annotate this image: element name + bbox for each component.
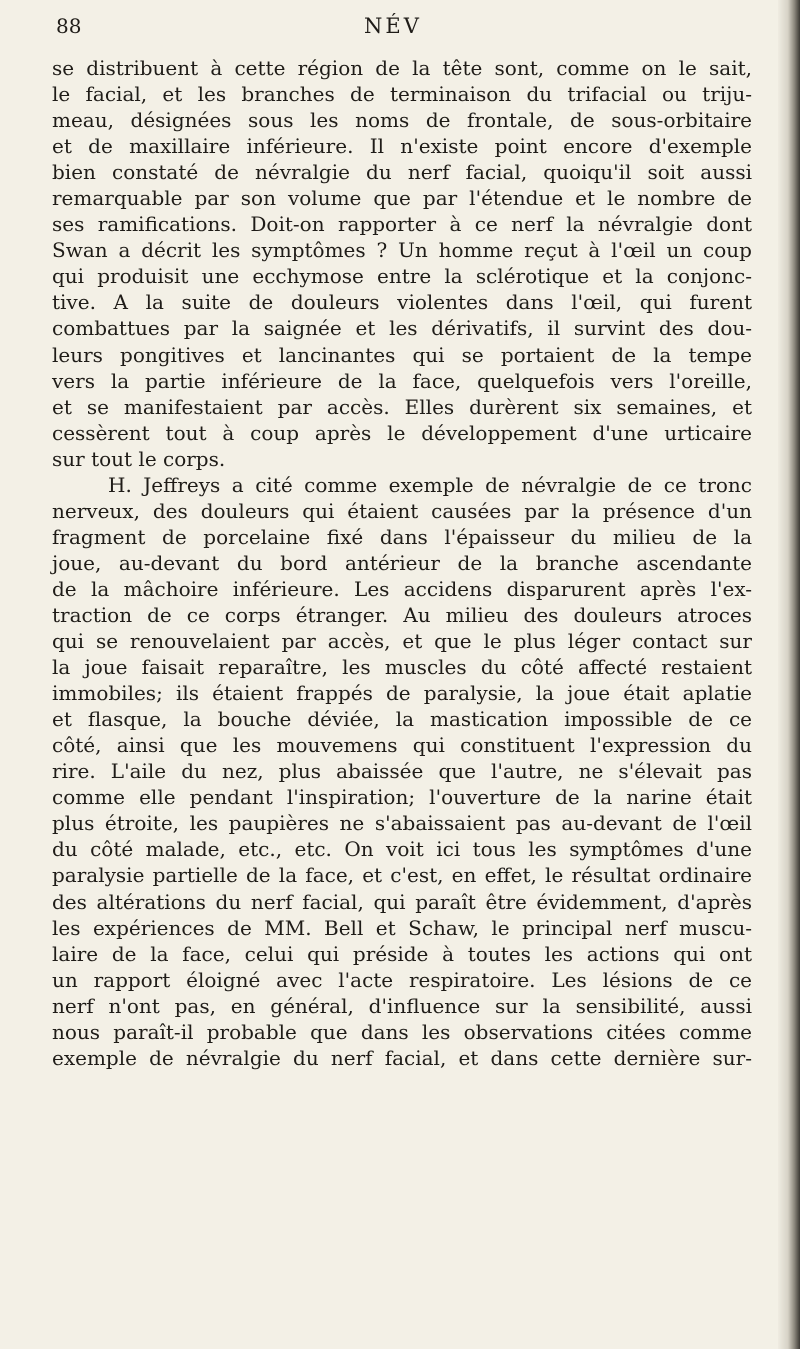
text-line: un rapport éloigné avec l'acte respiratoire. Les lésions de ce [52,967,752,992]
text-line: laire de la face, celui qui préside à toutes les actions qui ont [52,941,752,966]
text-line: cessèrent tout à coup après le développement d'une urticaire [52,420,752,445]
text-line: rire. L'aile du nez, plus abaissée que l'autre, ne s'élevait pas [52,759,752,784]
text-line: qui se renouvelaient par accès, et que le plus léger contact sur [52,629,752,654]
text-line: le facial, et les branches de terminaison du trifacial ou triju- [52,82,752,107]
text-line: qui produisit une ecchymose entre la sclérotique et la conjonc- [52,264,752,289]
text-line: comme elle pendant l'inspiration; l'ouverture de la narine était [52,785,752,810]
text-line: remarquable par son volume que par l'étendue et le nombre de [52,186,752,211]
page-number: 88 [56,14,82,38]
running-head [56,14,760,50]
text-line: des altérations du nerf facial, qui paraît être évidemment, d'après [52,889,752,914]
text-line: se distribuent à cette région de la tête sont, comme on le sait, [52,56,752,80]
text-line: meau, désignées sous les noms de frontale, de sous-orbitaire [52,108,752,133]
text-line: du côté malade, etc., etc. On voit ici tous les symptômes d'une [52,837,752,862]
text-line: ses ramifications. Doit-on rapporter à ce nerf la névralgie dont [52,212,752,237]
text-line: et flasque, la bouche déviée, la mastication impossible de ce [52,707,752,732]
text-line: nerf n'ont pas, en général, d'influence sur la sensibilité, aussi [52,993,752,1018]
text-line: paralysie partielle de la face, et c'est, en effet, le résultat ordinaire [52,863,752,888]
running-head-title: NÉV [364,14,422,38]
text-line: joue, au-devant du bord antérieur de la branche ascendante [52,550,752,575]
paragraph-1 [52,55,752,472]
text-line: immobiles; ils étaient frappés de paralysie, la joue était aplatie [52,681,752,706]
text-line: côté, ainsi que les mouvemens qui constituent l'expression du [52,733,752,758]
text-line: de la mâchoire inférieure. Les accidens disparurent après l'ex- [52,576,752,601]
text-line: nerveux, des douleurs qui étaient causées par la présence d'un [52,498,752,523]
text-line: plus étroite, les paupières ne s'abaissaient pas au-devant de l'œil [52,811,752,836]
text-line: les expériences de MM. Bell et Schaw, le principal nerf muscu- [52,915,752,940]
text-line: sur tout le corps. [52,446,226,471]
text-line: H. Jeffreys a cité comme exemple de névralgie de ce tronc [108,472,752,497]
text-line: traction de ce corps étranger. Au milieu des douleurs atroces [52,602,752,627]
text-line: combattues par la saignée et les dérivatifs, il survint des dou- [52,316,752,341]
text-line: nous paraît-il probable que dans les observations citées comme [52,1019,752,1044]
text-line: exemple de névralgie du nerf facial, et dans cette dernière sur- [52,1045,752,1070]
text-line: bien constaté de névralgie du nerf facial, quoiqu'il soit aussi [52,160,752,185]
text-line: la joue faisait reparaître, les muscles du côté affecté restaient [52,655,752,680]
text-line: leurs pongitives et lancinantes qui se portaient de la tempe [52,342,752,367]
text-line: Swan a décrit les symptômes ? Un homme reçut à l'œil un coup [52,238,752,263]
text-line: vers la partie inférieure de la face, quelquefois vers l'oreille, [52,368,752,393]
text-line: tive. A la suite de douleurs violentes dans l'œil, qui furent [52,290,752,315]
text-line: et se manifestaient par accès. Elles durèrent six semaines, et [52,394,752,419]
paragraph-2 [52,472,752,1071]
body-text [52,55,752,1071]
page-binding-edge [778,0,800,1349]
text-line: et de maxillaire inférieure. Il n'existe point encore d'exemple [52,134,752,159]
text-line: fragment de porcelaine fixé dans l'épaisseur du milieu de la [52,524,752,549]
